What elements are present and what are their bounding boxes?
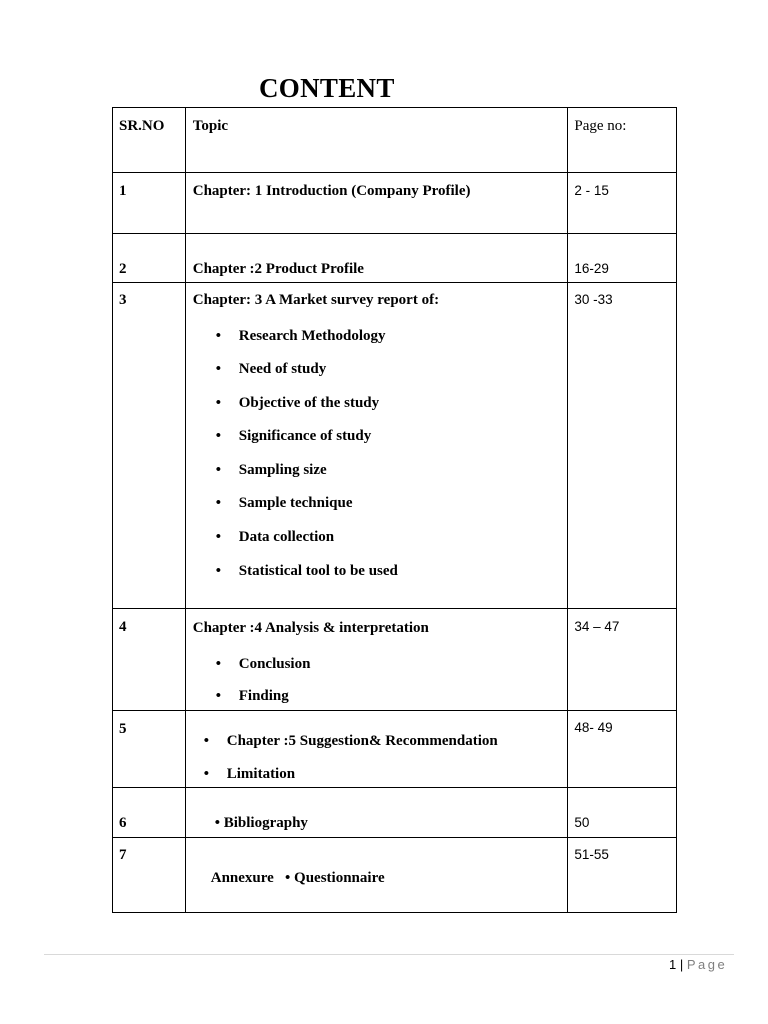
row-page: 48- 49 [574, 720, 613, 735]
bullet-icon: • [215, 563, 221, 579]
list-item: • Chapter :5 Suggestion& Recommendation [203, 733, 498, 749]
row-srno: 7 [119, 847, 127, 863]
list-item: • Limitation [203, 766, 296, 782]
row-srno: 2 [119, 261, 127, 277]
table-row [113, 609, 677, 711]
footer-separator: | [679, 957, 684, 972]
row-srno: 1 [119, 183, 127, 199]
list-item: • Sample technique [215, 495, 353, 511]
header-page: Page no: [574, 118, 627, 134]
list-item: • Need of study [215, 361, 327, 377]
list-item: • Data collection [215, 529, 335, 545]
bullet-icon: • [215, 688, 221, 704]
table-row [113, 283, 677, 609]
bullet-icon: • [203, 733, 209, 749]
row-srno: 6 [119, 815, 127, 831]
row-topic: Chapter :2 Product Profile [192, 261, 364, 277]
bullet-icon: • [203, 766, 209, 782]
row-page: 50 [574, 815, 590, 830]
row-topic: Chapter: 3 A Market survey report of: [192, 292, 440, 308]
row-page: 34 – 47 [574, 619, 620, 634]
bullet-icon: • [215, 495, 221, 511]
table-row [113, 711, 677, 788]
row-topic: Chapter :4 Analysis & interpretation [192, 620, 429, 636]
table-row [113, 838, 677, 913]
list-item: • Conclusion [215, 656, 311, 672]
bullet-icon: • [215, 395, 221, 411]
list-item: • Objective of the study [215, 395, 380, 411]
table-row [113, 173, 677, 234]
table-row [113, 788, 677, 838]
page-label: Page [686, 957, 728, 972]
contents-table [112, 107, 677, 913]
list-item: • Research Methodology [215, 328, 386, 344]
table-row [113, 234, 677, 283]
row-srno: 5 [119, 721, 127, 737]
bullet-icon: • [215, 656, 221, 672]
list-item: • Statistical tool to be used [215, 563, 398, 579]
row-topic: • Bibliography [214, 815, 308, 831]
bullet-icon: • [215, 529, 221, 545]
document-title: CONTENT [259, 73, 395, 103]
list-item: • Finding [215, 688, 289, 704]
bullet-icon: • [215, 328, 221, 344]
row-page: 2 - 15 [574, 183, 609, 198]
bullet-icon: • [215, 462, 221, 478]
header-srno: SR.NO [119, 118, 165, 134]
row-page: 30 -33 [574, 292, 613, 307]
list-item: • Sampling size [215, 462, 327, 478]
bullet-icon: • [215, 361, 221, 377]
row-page: 51-55 [574, 847, 609, 862]
row-srno: 4 [119, 619, 127, 635]
row-topic: Annexure • Questionnaire [210, 870, 385, 886]
list-item: • Significance of study [215, 428, 372, 444]
bullet-icon: • [215, 428, 221, 444]
page-footer [669, 957, 727, 972]
header-topic: Topic [192, 118, 229, 134]
footer-divider [44, 954, 734, 955]
row-page: 16-29 [574, 261, 609, 276]
table-header-row [113, 108, 677, 173]
page-number: 1 [669, 957, 677, 972]
row-topic: Chapter: 1 Introduction (Company Profile) [192, 183, 471, 199]
row-srno: 3 [119, 292, 127, 308]
